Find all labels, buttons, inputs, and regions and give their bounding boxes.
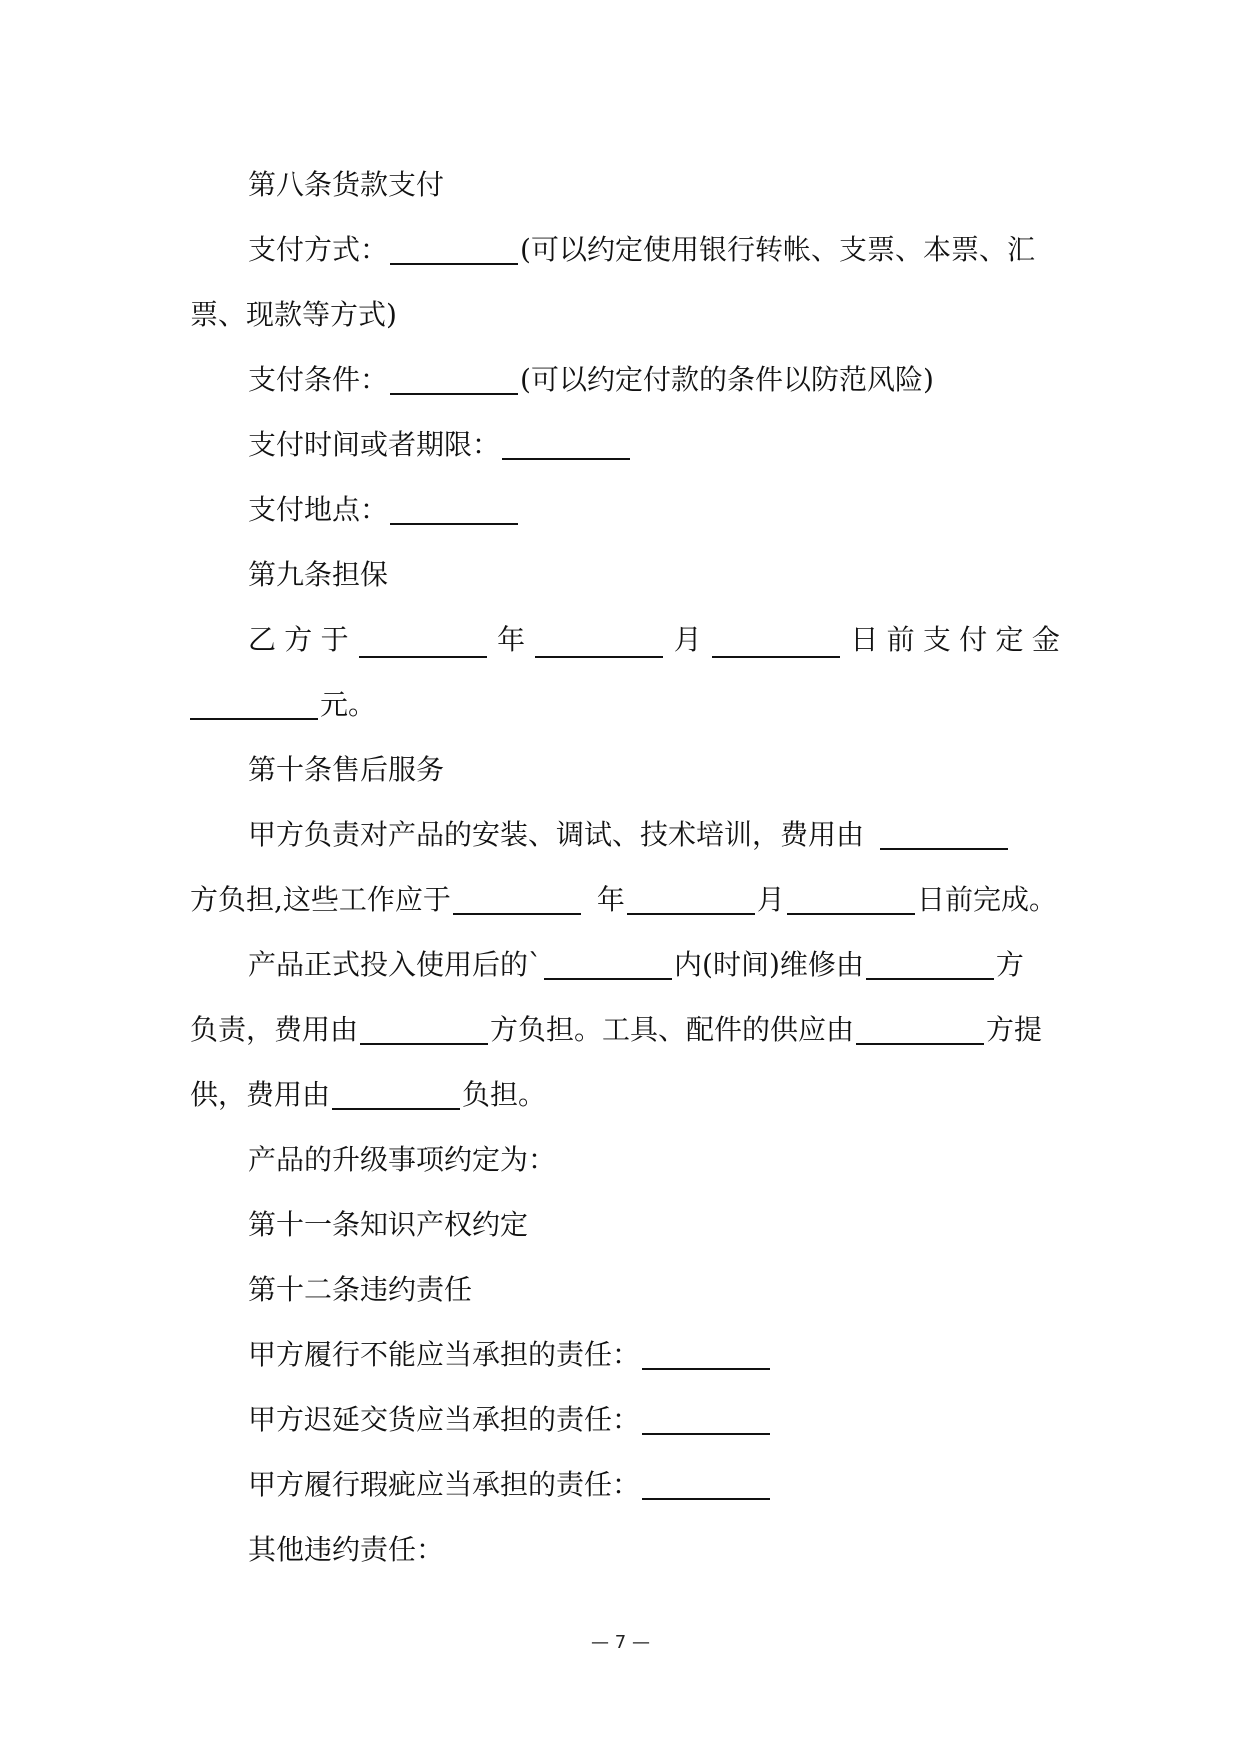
article-11-heading: 第十一条知识产权约定 [248,1208,529,1241]
blank-line [359,622,487,658]
article-9-heading: 第九条担保 [248,558,389,591]
blank-line [190,684,318,720]
payment-method-line-cont: 票、现款等方式) [190,298,397,331]
installation-line-cont: 方负担,这些工作应于 年 月 日前完成。 [190,867,1060,932]
document-body [190,152,1060,1582]
article-12-heading: 第十二条违约责任 [248,1273,473,1306]
blank-line [642,1464,770,1500]
blank-line [880,814,1008,850]
repair-line: 产品正式投入使用后的` 内(时间)维修由 方 [190,932,1060,997]
article-8-heading: 第八条货款支付 [248,168,445,201]
blank-line [866,944,994,980]
payment-condition-line: 支付条件： (可以约定付款的条件以防范风险) [190,347,1060,412]
blank-line [544,944,672,980]
deposit-line-cont: 元。 [190,672,1060,737]
liability-defect-line: 甲方履行瑕疵应当承担的责任： [190,1452,1060,1517]
liability-other-line: 其他违约责任： [248,1533,445,1566]
blank-line [332,1074,460,1110]
deposit-line: 乙 方 于 年 月 日 前 支 付 定 金 [248,623,1060,656]
payment-method-line: 支付方式： (可以约定使用银行转帐、支票、本票、汇 [190,217,1060,282]
article-10-heading: 第十条售后服务 [248,753,445,786]
liability-delay-line: 甲方迟延交货应当承担的责任： [190,1387,1060,1452]
payment-time-line: 支付时间或者期限： [190,412,1060,477]
blank-line [390,359,518,395]
blank-line [856,1009,984,1045]
blank-line [627,879,755,915]
blank-line [712,622,840,658]
blank-line [390,229,518,265]
blank-line [502,424,630,460]
upgrade-line: 产品的升级事项约定为： [248,1143,557,1176]
installation-line: 甲方负责对产品的安装、调试、技术培训，费用由 [190,802,1060,867]
repair-line-cont-1: 负责，费用由 方负担。工具、配件的供应由 方提 [190,997,1060,1062]
blank-line [535,622,663,658]
payment-place-line: 支付地点： [190,477,1060,542]
blank-line [642,1399,770,1435]
blank-line [787,879,915,915]
blank-line [453,879,581,915]
liability-nonperformance-line: 甲方履行不能应当承担的责任： [190,1322,1060,1387]
blank-line [390,489,518,525]
blank-line [642,1334,770,1370]
blank-line [360,1009,488,1045]
page-number: — 7 — [591,1632,650,1653]
repair-line-cont-2: 供，费用由 负担。 [190,1062,1060,1127]
